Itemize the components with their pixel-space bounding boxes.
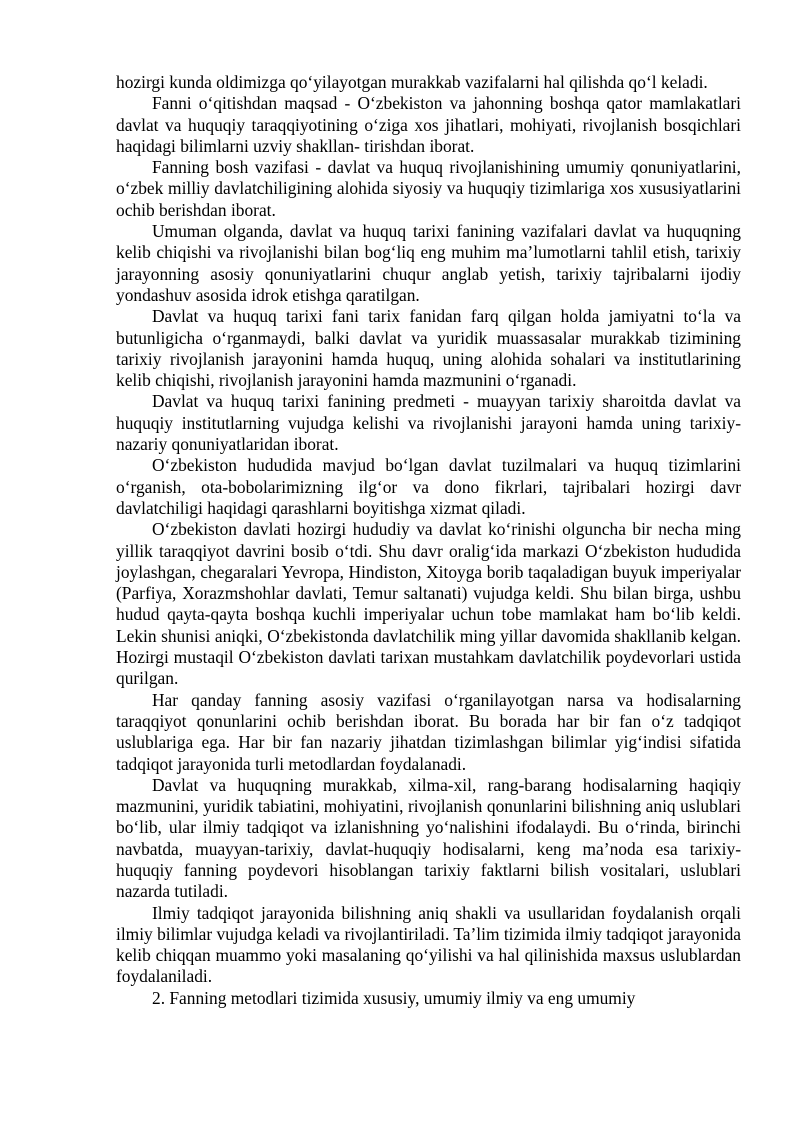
paragraph-9: Har qanday fanning asosiy vazifasi o‘rganilayotgan narsa va hodisalarning taraqqiyot qonunlarini ochib berishdan iborat. Bu borada har bir fan o‘z tadqiqot uslublariga ega. Har bir fan nazariy jihatdan tizimlashgan bilimlar yig‘indisi sifatida tadqiqot jarayonida turli metodlardan foydalanadi. (116, 689, 741, 774)
paragraph-12: 2. Fanning metodlari tizimida xususiy, umumiy ilmiy va eng umumiy (152, 987, 636, 1008)
paragraph-7: O‘zbekiston hududida mavjud bo‘lgan davlat tuzilmalari va huquq tizimlarini o‘rganish, ota-bobolarimizning ilg‘or va dono fikrlari, tajribalari hozirgi davr davlatchiligi haqidagi qarashlarni boyitishga xizmat qiladi. (116, 455, 741, 518)
paragraph-3: Fanning bosh vazifasi - davlat va huquq rivojlanishining umumiy qonuniyatlarini, o‘zbek milliy davlatchiligining alohida siyosiy va huquqiy tizimlariga xos xususiyatlarini ochib berishdan iborat. (116, 157, 741, 220)
paragraph-8: O‘zbekiston davlati hozirgi hududiy va davlat ko‘rinishi olguncha bir necha ming yillik taraqqiyot davrini bosib o‘tdi. Shu davr oralig‘ida markazi O‘zbekiston hududida joylashgan, chegaralari Yevropa, Hindiston, Xitoyga borib taqaladigan buyuk imperiyalar (Parfiya, Xorazmshohlar davlati, Temur saltanati) vujudga keldi. Shu bilan birga, ushbu hudud qayta-qayta boshqa kuchli imperiyalar uchun tobe mamlakat ham bo‘lib keldi. Lekin shunisi aniqki, O‘zbekistonda davlatchilik ming yillar davomida shakllanib kelgan. Hozirgi mustaqil O‘zbekiston davlati tarixan mustahkam davlatchilik poydevorlari ustida qurilgan. (116, 519, 741, 689)
paragraph-1: hozirgi kunda oldimizga qo‘yilayotgan murakkab vazifalarni hal qilishda qo‘l keladi. (116, 72, 708, 92)
paragraph-5: Davlat va huquq tarixi fani tarix fanidan farq qilgan holda jamiyatni to‘la va butunligicha o‘rganmaydi, balki davlat va yuridik muassasalar murakkab tizimining tarixiy rivojlanish jarayonini hamda huquq, uning alohida sohalari va institutlarining kelib chiqishi, rivojlanish jarayonini hamda mazmunini o‘rganadi. (116, 306, 741, 391)
paragraph-2: Fanni o‘qitishdan maqsad - O‘zbekiston va jahonning boshqa qator mamlakatlari davlat va huquqiy taraqqiyotining o‘ziga xos jihatlari, mohiyati, rivojlanish bosqichlari haqidagi bilimlarni uzviy shakllan- tirishdan iborat. (116, 93, 741, 156)
paragraph-10: Davlat va huquqning murakkab, xilma-xil, rang-barang hodisalarning haqiqiy mazmunini, yuridik tabiatini, mohiyatini, rivojlanish qonunlarini bilishning aniq uslublari bo‘lib, ular ilmiy tadqiqot va izlanishning yo‘nalishini ifodalaydi. Bu o‘rinda, birinchi navbatda, muayyan-tarixiy, davlat-huquqiy hodisalarni, keng ma’noda esa tarixiy-huquqiy fanning poydevori hisoblangan tarixiy faktlarni bilish vositalari, uslublari nazarda tutiladi. (116, 774, 741, 902)
paragraph-11: Ilmiy tadqiqot jarayonida bilishning aniq shakli va usullaridan foydalanish orqali ilmiy bilimlar vujudga keladi va rivojlantiriladi. Ta’lim tizimida ilmiy tadqiqot jarayonida kelib chiqqan muammo yoki masalaning qo‘yilishi va hal qilinishida maxsus uslublardan foydalaniladi. (116, 902, 741, 987)
paragraph-4: Umuman olganda, davlat va huquq tarixi fanining vazifalari davlat va huquqning kelib chiqishi va rivojlanishi bilan bog‘liq eng muhim ma’lumotlarni tahlil etish, tarixiy jarayonning asosiy qonuniyatlarini chuqur anglab yetish, tarixiy tajribalarni ijodiy yondashuv asosida idrok etishga qaratilgan. (116, 221, 741, 305)
document-page (116, 72, 741, 1009)
paragraph-6: Davlat va huquq tarixi fanining predmeti - muayyan tarixiy sharoitda davlat va huquqiy institutlarning vujudga kelishi va rivojlanishi jarayoni hamda uning tarixiy-nazariy qonuniyatlaridan iborat. (116, 391, 741, 455)
